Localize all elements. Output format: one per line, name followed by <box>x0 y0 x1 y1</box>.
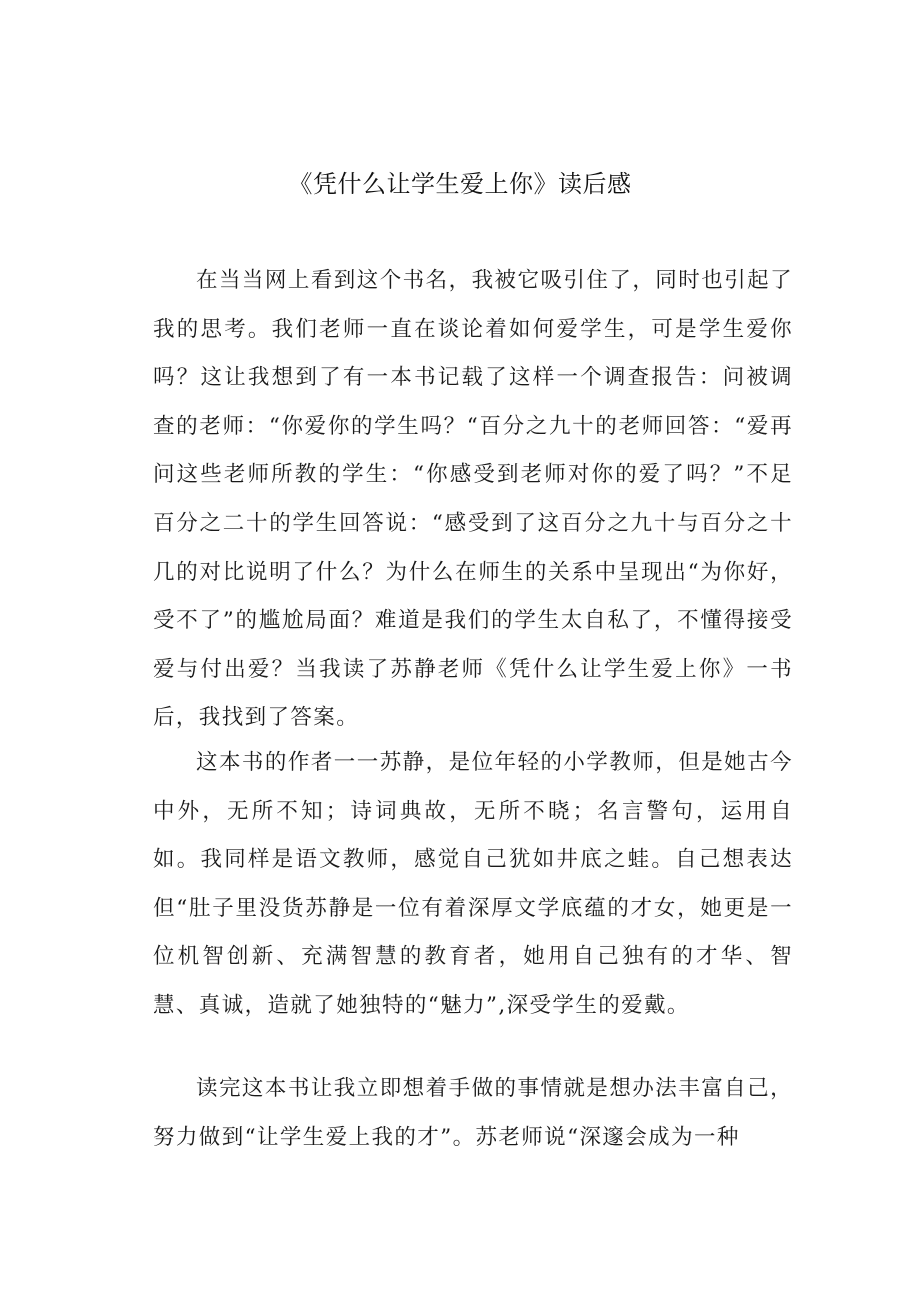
paragraph-1 <box>153 257 793 743</box>
paragraph-3-text: 读完这本书让我立即想着手做的事情就是想办法丰富自己，努力做到“让学生爱上我的才”。苏老师说“深邃会成为一种 <box>153 1076 793 1150</box>
paragraph-2 <box>153 739 793 1031</box>
paragraph-3 <box>153 1065 793 1162</box>
document-title: 《凭什么让学生爱上你》读后感 <box>288 170 632 198</box>
paragraph-1-text: 在当当网上看到这个书名，我被它吸引住了，同时也引起了我的思考。我们老师一直在谈论着如何爱学生，可是学生爱你吗？这让我想到了有一本书记载了这样一个调查报告：问被调查的老师：“你爱你的学生吗？“百分之九十的老师回答：“爱再问这些老师所教的学生：“你感受到老师对你的爱了吗？”不足百分之二十的学生回答说：“感受到了这百分之九十与百分之十几的对比说明了什么？为什么在师生的关系中呈现出“为你好，受不了”的尴尬局面？难道是我们的学生太自私了，不懂得接受爱与付出爱？当我读了苏静老师《凭什么让学生爱上你》一书后，我找到了答案。 <box>153 268 793 731</box>
paragraph-2-text: 这本书的作者一一苏静，是位年轻的小学教师，但是她古今中外，无所不知；诗词典故，无所不晓；名言警句，运用自如。我同样是语文教师，感觉自己犹如井底之蛙。自己想表达但“肚子里没货苏静是一位有着深厚文学底蕴的才女，她更是一位机智创新、充满智慧的教育者，她用自己独有的才华、智慧、真诚，造就了她独特的“魅力”,深受学生的爱戴。 <box>153 750 793 1018</box>
